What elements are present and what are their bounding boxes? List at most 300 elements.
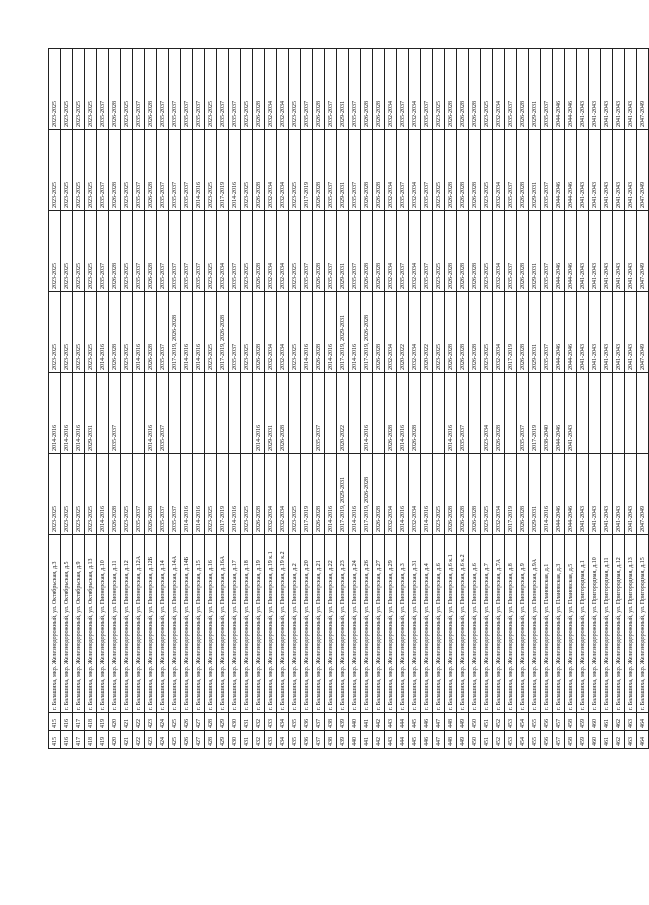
period-col-4-cell: 2041-2043 (577, 211, 589, 292)
period-col-6-cell: 2026-2028 (253, 49, 265, 130)
period-col-1-cell: 2032-2034 (385, 454, 397, 535)
period-col-3-cell: 2041-2043 (601, 292, 613, 373)
period-col-5-cell: 2035-2037 (397, 130, 409, 211)
period-col-3-cell: 2014-2016 (325, 292, 337, 373)
address-cell: г. Балашиха, мкр. Железнодорожный, ул. Пригородная, д.12 (613, 535, 625, 713)
period-col-6-cell: 2035-2037 (157, 49, 169, 130)
period-col-3-cell: 2014-2016 (349, 292, 361, 373)
period-col-1-cell: 2017-2019 (301, 454, 313, 535)
period-col-1-cell: 2029-2031 (529, 454, 541, 535)
period-col-6-cell: 2023-2025 (121, 49, 133, 130)
table-row (445, 49, 457, 749)
house-number-cell: 445 (409, 713, 421, 731)
address-cell: г. Балашиха, мкр. Железнодорожный, ул. Пионерская, д.31 (409, 535, 421, 713)
period-col-4-cell: 2023-2025 (205, 211, 217, 292)
row-number-cell: 426 (181, 731, 193, 749)
period-col-6-cell: 2041-2043 (625, 49, 637, 130)
period-col-6-cell: 2023-2025 (289, 49, 301, 130)
period-col-6-cell: 2023-2025 (205, 49, 217, 130)
period-col-3-cell: 2026-2028 (253, 292, 265, 373)
period-col-1-cell: 2014-2016 (97, 454, 109, 535)
period-col-5-cell: 2044-2046 (565, 130, 577, 211)
period-col-4-cell: 2023-2025 (289, 211, 301, 292)
period-col-1-cell: 2023-2025 (433, 454, 445, 535)
period-col-5-cell: 2032-2034 (409, 130, 421, 211)
period-col-2-cell (325, 373, 337, 454)
period-col-2-cell: 2026-2028 (385, 373, 397, 454)
period-col-6-cell: 2035-2037 (505, 49, 517, 130)
period-col-2-cell (121, 373, 133, 454)
period-col-4-cell: 2035-2037 (541, 211, 553, 292)
period-col-2-cell (625, 373, 637, 454)
period-col-2-cell (169, 373, 181, 454)
table-row (637, 49, 649, 749)
table-row (373, 49, 385, 749)
row-number-cell: 427 (193, 731, 205, 749)
address-cell: г. Балашиха, мкр. Железнодорожный, ул. Пионерская, д.7 (481, 535, 493, 713)
period-col-1-cell: 2032-2034 (493, 454, 505, 535)
row-number-cell: 464 (637, 731, 649, 749)
period-col-6-cell: 2026-2028 (517, 49, 529, 130)
period-col-5-cell: 2035-2037 (133, 130, 145, 211)
period-col-2-cell (589, 373, 601, 454)
row-number-cell: 455 (529, 731, 541, 749)
house-number-cell: 451 (481, 713, 493, 731)
period-col-1-cell: 2014-2016 (421, 454, 433, 535)
table-row (169, 49, 181, 749)
period-col-6-cell: 2035-2037 (349, 49, 361, 130)
period-col-3-cell: 2023-2025 (49, 292, 61, 373)
period-col-4-cell: 2032-2034 (409, 211, 421, 292)
period-col-2-cell: 2014-2016 (253, 373, 265, 454)
period-col-2-cell: 2035-2037 (457, 373, 469, 454)
period-col-2-cell (193, 373, 205, 454)
period-col-3-cell: 2032-2034 (493, 292, 505, 373)
table-row (421, 49, 433, 749)
house-number-cell: 450 (469, 713, 481, 731)
period-col-3-cell: 2026-2028 (313, 292, 325, 373)
period-col-4-cell: 2044-2046 (565, 211, 577, 292)
period-col-6-cell: 2035-2037 (97, 49, 109, 130)
address-cell: г. Балашиха, мкр. Железнодорожный, ул. Пионерская, д.4 (421, 535, 433, 713)
period-col-3-cell: 2029-2031 (529, 292, 541, 373)
period-col-2-cell: 2014-2016 (445, 373, 457, 454)
row-number-cell: 449 (457, 731, 469, 749)
period-col-5-cell: 2035-2037 (505, 130, 517, 211)
row-number-cell: 437 (313, 731, 325, 749)
house-number-cell: 463 (625, 713, 637, 731)
row-number-cell: 436 (301, 731, 313, 749)
period-col-5-cell: 2023-2025 (289, 130, 301, 211)
period-col-6-cell: 2041-2043 (589, 49, 601, 130)
period-col-5-cell: 2041-2043 (589, 130, 601, 211)
house-number-cell: 435 (289, 713, 301, 731)
period-col-2-cell (217, 373, 229, 454)
period-col-2-cell: 2035-2037 (313, 373, 325, 454)
period-col-1-cell: 2041-2043 (589, 454, 601, 535)
period-col-3-cell: 2017-2019, 2026-2028 (217, 292, 229, 373)
period-col-2-cell (433, 373, 445, 454)
house-number-cell: 443 (385, 713, 397, 731)
address-cell: г. Балашиха, мкр. Железнодорожный, ул. Октябрьская, д.5 (61, 535, 73, 713)
row-number-cell: 448 (445, 731, 457, 749)
period-col-2-cell (301, 373, 313, 454)
period-col-3-cell: 2044-2046 (553, 292, 565, 373)
period-col-3-cell: 2032-2034 (385, 292, 397, 373)
period-col-4-cell: 2035-2037 (169, 211, 181, 292)
period-col-5-cell: 2023-2025 (433, 130, 445, 211)
address-cell: г. Балашиха, мкр. Железнодорожный, ул. Пионерская, д.20 (301, 535, 313, 713)
house-number-cell: 442 (373, 713, 385, 731)
period-col-5-cell: 2035-2037 (157, 130, 169, 211)
house-number-cell: 456 (541, 713, 553, 731)
row-number-cell: 429 (217, 731, 229, 749)
row-number-cell: 442 (373, 731, 385, 749)
house-number-cell: 453 (505, 713, 517, 731)
row-number-cell: 419 (97, 731, 109, 749)
period-col-5-cell: 2041-2043 (601, 130, 613, 211)
period-col-4-cell: 2035-2037 (301, 211, 313, 292)
period-col-6-cell: 2029-2031 (337, 49, 349, 130)
period-col-3-cell: 2017-2019, 2026-2028 (361, 292, 373, 373)
period-col-5-cell: 2023-2025 (121, 130, 133, 211)
period-col-6-cell: 2041-2043 (577, 49, 589, 130)
period-col-3-cell: 2014-2016 (133, 292, 145, 373)
period-col-5-cell: 2044-2046 (553, 130, 565, 211)
period-col-4-cell: 2026-2028 (373, 211, 385, 292)
address-cell: г. Балашиха, мкр. Железнодорожный, ул. Пионерская, д.10 (97, 535, 109, 713)
table-row (133, 49, 145, 749)
house-number-cell: 459 (577, 713, 589, 731)
period-col-2-cell: 2035-2037 (109, 373, 121, 454)
period-col-1-cell: 2023-2025 (61, 454, 73, 535)
period-col-6-cell: 2023-2025 (433, 49, 445, 130)
period-col-1-cell: 2017-2019, 2026-2028 (361, 454, 373, 535)
table-row (457, 49, 469, 749)
period-col-4-cell: 2032-2034 (277, 211, 289, 292)
period-col-5-cell: 2023-2025 (205, 130, 217, 211)
period-col-6-cell: 2023-2025 (49, 49, 61, 130)
table-row (217, 49, 229, 749)
period-col-2-cell: 2014-2016 (397, 373, 409, 454)
house-number-cell: 462 (613, 713, 625, 731)
table-row (109, 49, 121, 749)
period-col-4-cell: 2023-2025 (481, 211, 493, 292)
house-number-cell: 438 (325, 713, 337, 731)
row-number-cell: 443 (385, 731, 397, 749)
period-col-4-cell: 2035-2037 (97, 211, 109, 292)
address-cell: г. Балашиха, мкр. Железнодорожный, ул. Пионерская, д.12Б (145, 535, 157, 713)
period-col-1-cell: 2041-2043 (577, 454, 589, 535)
row-number-cell: 456 (541, 731, 553, 749)
period-col-4-cell: 2026-2028 (469, 211, 481, 292)
period-col-3-cell: 2032-2034 (265, 292, 277, 373)
period-col-6-cell: 2035-2037 (181, 49, 193, 130)
table-row (325, 49, 337, 749)
row-number-cell: 460 (589, 731, 601, 749)
period-col-3-cell: 2032-2034 (277, 292, 289, 373)
house-number-cell: 446 (421, 713, 433, 731)
period-col-5-cell: 2035-2037 (421, 130, 433, 211)
period-col-1-cell: 2023-2025 (481, 454, 493, 535)
row-number-cell: 423 (145, 731, 157, 749)
period-col-6-cell: 2035-2037 (541, 49, 553, 130)
period-col-2-cell (505, 373, 517, 454)
address-cell: г. Балашиха, мкр. Железнодорожный, ул. Октябрьская, д.3 (49, 535, 61, 713)
table-row (157, 49, 169, 749)
address-cell: г. Балашиха, мкр. Железнодорожный, ул. Пионерская, д.14А (169, 535, 181, 713)
period-col-1-cell: 2026-2028 (253, 454, 265, 535)
period-col-6-cell: 2035-2037 (421, 49, 433, 130)
period-col-4-cell: 2026-2028 (109, 211, 121, 292)
house-number-cell: 437 (313, 713, 325, 731)
address-cell: г. Балашиха, мкр. Железнодорожный, ул. Пионерская, д.6 к.2 (457, 535, 469, 713)
address-cell: г. Балашиха, мкр. Железнодорожный, ул. Пионерская, д.16А (217, 535, 229, 713)
period-col-1-cell: 2014-2016 (181, 454, 193, 535)
period-col-5-cell: 2023-2025 (481, 130, 493, 211)
period-col-5-cell: 2035-2037 (97, 130, 109, 211)
period-col-3-cell: 2017-2019, 2026-2028 (169, 292, 181, 373)
period-col-6-cell: 2026-2028 (145, 49, 157, 130)
period-col-6-cell: 2041-2043 (613, 49, 625, 130)
period-col-4-cell: 2035-2037 (229, 211, 241, 292)
row-number-cell: 428 (205, 731, 217, 749)
period-col-4-cell: 2035-2037 (397, 211, 409, 292)
period-col-6-cell: 2035-2037 (301, 49, 313, 130)
house-number-cell: 416 (61, 713, 73, 731)
house-number-cell: 427 (193, 713, 205, 731)
house-number-cell: 429 (217, 713, 229, 731)
period-col-1-cell: 2026-2028 (109, 454, 121, 535)
table-row (181, 49, 193, 749)
period-col-6-cell: 2035-2037 (397, 49, 409, 130)
address-cell: г. Балашиха, мкр. Железнодорожный, ул. Плановская, д.3 (553, 535, 565, 713)
period-col-2-cell: 2026-2028 (493, 373, 505, 454)
address-cell: г. Балашиха, мкр. Железнодорожный, ул. Пионерская, д.9 (517, 535, 529, 713)
period-col-2-cell: 2014-2016 (61, 373, 73, 454)
house-number-cell: 423 (145, 713, 157, 731)
row-number-cell: 438 (325, 731, 337, 749)
table-row (193, 49, 205, 749)
period-col-1-cell: 2026-2028 (145, 454, 157, 535)
address-cell: г. Балашиха, мкр. Железнодорожный, ул. Пригородная, д.10 (589, 535, 601, 713)
period-col-1-cell: 2023-2025 (289, 454, 301, 535)
house-number-cell: 457 (553, 713, 565, 731)
table-row (541, 49, 553, 749)
period-col-1-cell: 2044-2046 (565, 454, 577, 535)
period-col-3-cell: 2044-2046 (565, 292, 577, 373)
table-row (553, 49, 565, 749)
table-row (253, 49, 265, 749)
period-col-4-cell: 2035-2037 (325, 211, 337, 292)
period-col-1-cell: 2023-2025 (73, 454, 85, 535)
period-col-3-cell: 2026-2028 (517, 292, 529, 373)
period-col-2-cell (613, 373, 625, 454)
period-col-4-cell: 2026-2028 (313, 211, 325, 292)
period-col-6-cell: 2035-2037 (325, 49, 337, 130)
period-col-1-cell: 2026-2028 (373, 454, 385, 535)
period-col-4-cell: 2023-2025 (241, 211, 253, 292)
period-col-3-cell: 2023-2025 (205, 292, 217, 373)
table-row (493, 49, 505, 749)
period-col-3-cell: 2014-2016 (193, 292, 205, 373)
table-row (301, 49, 313, 749)
period-col-2-cell (97, 373, 109, 454)
period-col-1-cell: 2026-2028 (313, 454, 325, 535)
period-col-4-cell: 2035-2037 (505, 211, 517, 292)
period-col-1-cell: 2023-2025 (205, 454, 217, 535)
house-number-cell: 431 (241, 713, 253, 731)
period-col-2-cell (373, 373, 385, 454)
row-number-cell: 450 (469, 731, 481, 749)
table-row (613, 49, 625, 749)
period-col-3-cell: 2026-2028 (373, 292, 385, 373)
period-col-4-cell: 2041-2043 (589, 211, 601, 292)
row-number-cell: 421 (121, 731, 133, 749)
address-cell: г. Балашиха, мкр. Железнодорожный, ул. Пионерская, д.29 (385, 535, 397, 713)
address-cell: г. Балашиха, мкр. Железнодорожный, ул. Плановская, д.5 (565, 535, 577, 713)
row-number-cell: 462 (613, 731, 625, 749)
table-row (265, 49, 277, 749)
period-col-2-cell: 2044-2046 (553, 373, 565, 454)
row-number-cell: 432 (253, 731, 265, 749)
period-col-2-cell (349, 373, 361, 454)
period-col-2-cell: 2014-2016 (73, 373, 85, 454)
period-col-6-cell: 2023-2025 (61, 49, 73, 130)
period-col-5-cell: 2014-2016 (193, 130, 205, 211)
period-col-6-cell: 2029-2031 (529, 49, 541, 130)
period-col-5-cell: 2026-2028 (457, 130, 469, 211)
period-col-2-cell: 2029-2031 (85, 373, 97, 454)
period-col-4-cell: 2035-2037 (349, 211, 361, 292)
period-col-6-cell: 2047-2049 (637, 49, 649, 130)
house-number-cell: 441 (361, 713, 373, 731)
house-number-cell: 458 (565, 713, 577, 731)
period-col-1-cell: 2032-2034 (409, 454, 421, 535)
period-col-2-cell (181, 373, 193, 454)
address-cell: г. Балашиха, мкр. Железнодорожный, ул. Пионерская, д.9А (529, 535, 541, 713)
period-col-3-cell: 2014-2016 (97, 292, 109, 373)
row-number-cell: 461 (601, 731, 613, 749)
table-row (469, 49, 481, 749)
period-col-6-cell: 2026-2028 (109, 49, 121, 130)
table-row (625, 49, 637, 749)
row-number-cell: 447 (433, 731, 445, 749)
house-number-cell: 460 (589, 713, 601, 731)
period-col-2-cell: 2026-2028 (277, 373, 289, 454)
period-col-6-cell: 2035-2037 (229, 49, 241, 130)
period-col-3-cell: 2032-2034 (409, 292, 421, 373)
row-number-cell: 435 (289, 731, 301, 749)
table-row (565, 49, 577, 749)
address-cell: г. Балашиха, мкр. Железнодорожный, ул. Пионерская, д.24 (349, 535, 361, 713)
period-col-6-cell: 2026-2028 (373, 49, 385, 130)
period-col-5-cell: 2032-2034 (277, 130, 289, 211)
period-col-5-cell: 2041-2043 (625, 130, 637, 211)
period-col-3-cell: 2023-2025 (61, 292, 73, 373)
period-col-6-cell: 2041-2043 (601, 49, 613, 130)
table-row (85, 49, 97, 749)
period-col-2-cell (469, 373, 481, 454)
table-row (73, 49, 85, 749)
period-col-4-cell: 2023-2025 (121, 211, 133, 292)
period-col-5-cell: 2041-2043 (577, 130, 589, 211)
row-number-cell: 454 (517, 731, 529, 749)
table-row (409, 49, 421, 749)
table-row (517, 49, 529, 749)
table-row (589, 49, 601, 749)
row-number-cell: 453 (505, 731, 517, 749)
address-cell: г. Балашиха, мкр. Железнодорожный, ул. Октябрьская, д.13 (85, 535, 97, 713)
period-col-4-cell: 2032-2034 (385, 211, 397, 292)
address-cell: г. Балашиха, мкр. Железнодорожный, ул. Пионерская, д.21 (313, 535, 325, 713)
period-col-2-cell (601, 373, 613, 454)
period-col-3-cell: 2023-2025 (73, 292, 85, 373)
period-col-2-cell (241, 373, 253, 454)
period-col-1-cell: 2035-2037 (133, 454, 145, 535)
house-number-cell: 449 (457, 713, 469, 731)
period-col-2-cell: 2035-2037 (517, 373, 529, 454)
table-row (349, 49, 361, 749)
table-row (121, 49, 133, 749)
period-col-2-cell (205, 373, 217, 454)
period-col-1-cell: 2017-2019, 2029-2031 (337, 454, 349, 535)
period-col-4-cell: 2029-2031 (529, 211, 541, 292)
period-col-4-cell: 2035-2037 (193, 211, 205, 292)
period-col-5-cell: 2023-2025 (85, 130, 97, 211)
house-number-cell: 439 (337, 713, 349, 731)
house-number-cell: 425 (169, 713, 181, 731)
period-col-3-cell: 2026-2028 (445, 292, 457, 373)
period-col-5-cell: 2035-2037 (181, 130, 193, 211)
period-col-2-cell: 2014-2016 (361, 373, 373, 454)
period-col-2-cell (577, 373, 589, 454)
period-col-6-cell: 2026-2028 (445, 49, 457, 130)
period-col-6-cell: 2032-2034 (409, 49, 421, 130)
table-row (241, 49, 253, 749)
period-col-4-cell: 2026-2028 (145, 211, 157, 292)
table-row (313, 49, 325, 749)
period-col-4-cell: 2047-2049 (637, 211, 649, 292)
row-number-cell: 444 (397, 731, 409, 749)
period-col-5-cell: 2032-2034 (385, 130, 397, 211)
period-col-2-cell: 2029-2031 (265, 373, 277, 454)
period-col-5-cell: 2047-2049 (637, 130, 649, 211)
period-col-5-cell: 2026-2028 (253, 130, 265, 211)
row-number-cell: 459 (577, 731, 589, 749)
row-number-cell: 430 (229, 731, 241, 749)
period-col-3-cell: 2014-2016 (181, 292, 193, 373)
house-number-cell: 415 (49, 713, 61, 731)
period-col-6-cell: 2026-2028 (457, 49, 469, 130)
row-number-cell: 441 (361, 731, 373, 749)
row-number-cell: 440 (349, 731, 361, 749)
address-cell: г. Балашиха, мкр. Железнодорожный, ул. Пионерская, д.22 (325, 535, 337, 713)
period-col-4-cell: 2041-2043 (601, 211, 613, 292)
house-number-cell: 432 (253, 713, 265, 731)
period-col-3-cell: 2035-2037 (541, 292, 553, 373)
period-col-3-cell: 2014-2016 (301, 292, 313, 373)
table-row (385, 49, 397, 749)
period-col-1-cell: 2023-2025 (85, 454, 97, 535)
schedule-table-body (49, 49, 649, 749)
period-col-3-cell: 2041-2043 (577, 292, 589, 373)
table-row (337, 49, 349, 749)
period-col-2-cell: 2017-2019 (529, 373, 541, 454)
period-col-2-cell: 2041-2043 (565, 373, 577, 454)
period-col-3-cell: 2023-2025 (85, 292, 97, 373)
period-col-1-cell: 2014-2016 (397, 454, 409, 535)
